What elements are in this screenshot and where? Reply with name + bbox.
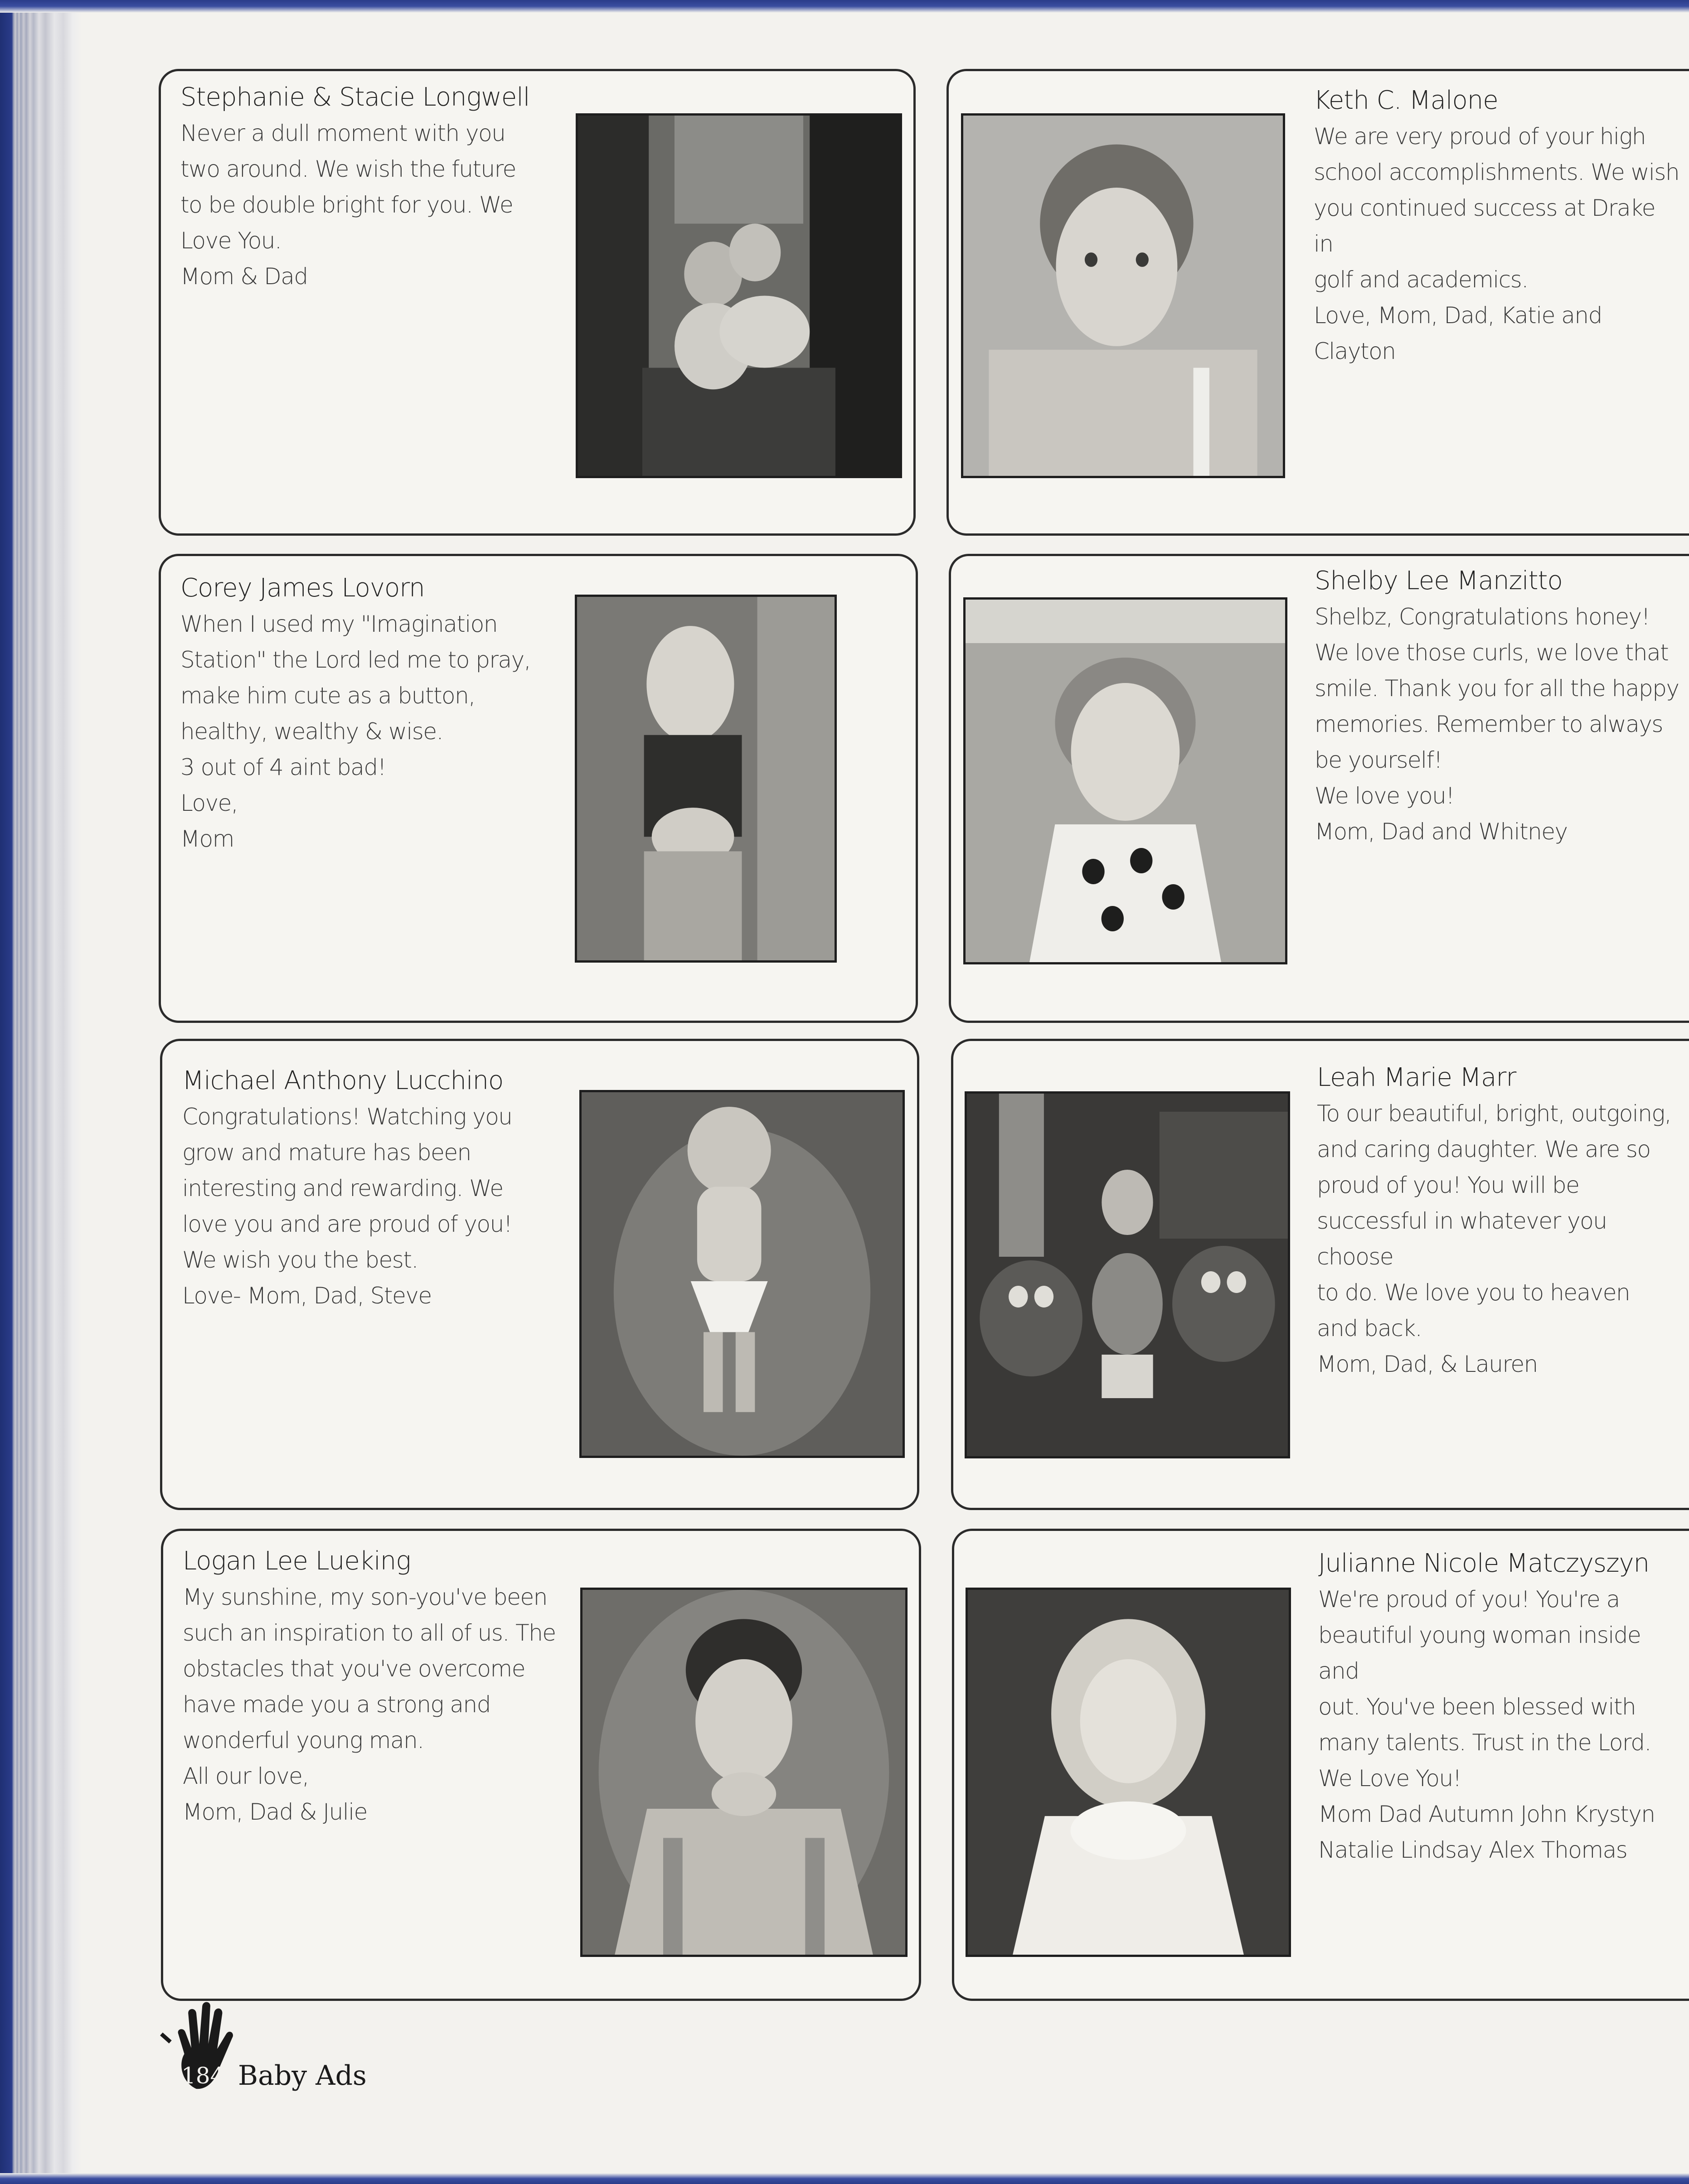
page-number: 184	[181, 2063, 225, 2089]
baby-diaper-image	[582, 1092, 903, 1456]
ad-photo-matczyszyn	[966, 1588, 1291, 1957]
ad-message: We're proud of you! You're a beautiful young woman inside and out. You've been blessed with many talents. Trust in the Lord. We Love You! Mom Dad Autumn John Krystyn Natalie Lindsay Alex Thomas	[1318, 1586, 1655, 1863]
ad-photo-lovorn	[575, 595, 837, 963]
ad-name: Michael Anthony Lucchino	[182, 1066, 504, 1095]
ad-photo-longwell	[576, 113, 902, 478]
pumpkins-costume-image	[967, 1094, 1288, 1456]
top-page-edge	[0, 0, 1689, 13]
ad-message: My sunshine, my son-you've been such an inspiration to all of us. The obstacles that you've overcome have made you a strong and wonderful young man. All our love, Mom, Dad & Julie	[183, 1584, 556, 1825]
ad-text-lucchino	[182, 1063, 554, 1314]
ad-name: Keth C. Malone	[1314, 86, 1498, 115]
ad-photo-manzitto	[963, 597, 1287, 964]
boy-portrait-image	[582, 1590, 905, 1955]
ad-name: Julianne Nicole Matczyszyn	[1318, 1549, 1650, 1578]
ad-name: Logan Lee Lueking	[183, 1546, 411, 1576]
ad-message: When I used my "Imagination Station" the Lord led me to pray, make him cute as a button, healthy, wealthy & wise. 3 out of 4 aint bad! Love, Mom	[180, 611, 531, 852]
girl-portrait-image	[968, 1590, 1289, 1955]
ad-text-matczyszyn	[1318, 1545, 1685, 1868]
ad-message: Never a dull moment with you two around. We wish the future to be double bright for you. We Love You. Mom & Dad	[180, 120, 516, 290]
ad-text-longwell	[180, 79, 552, 295]
ad-name: Leah Marie Marr	[1317, 1063, 1516, 1092]
ad-photo-marr	[965, 1091, 1290, 1458]
ad-photo-lueking	[580, 1588, 908, 1957]
ad-text-manzitto	[1315, 563, 1682, 850]
bottom-page-edge	[0, 2173, 1689, 2184]
ad-text-malone	[1314, 82, 1681, 369]
ad-message: Congratulations! Watching you grow and mature has been interesting and rewarding. We love you and are proud of you! We wish you the best. Love- Mom, Dad, Steve	[182, 1104, 512, 1309]
ad-name: Corey James Lovorn	[180, 573, 425, 603]
baby-photo-image	[578, 116, 900, 476]
ad-text-lovorn	[180, 570, 552, 857]
ad-photo-malone	[961, 113, 1285, 478]
ad-photo-lucchino	[579, 1090, 905, 1458]
ad-name: Shelby Lee Manzitto	[1315, 566, 1563, 596]
ad-name: Stephanie & Stacie Longwell	[180, 82, 530, 112]
ad-message: We are very proud of your high school accomplishments. We wish you continued success at Drake in golf and academics. Love, Mom, Dad, Katie and Clayton	[1314, 123, 1679, 364]
ad-text-lueking	[183, 1543, 559, 1830]
ad-text-marr	[1317, 1060, 1684, 1382]
book-binding	[0, 0, 82, 2184]
section-label: Baby Ads	[238, 2060, 367, 2092]
ad-message: Shelbz, Congratulations honey! We love those curls, we love that smile. Thank you for all the happy memories. Remember to always be yourself! We love you! Mom, Dad and Whitney	[1315, 604, 1679, 845]
toddler-portrait-image	[963, 116, 1283, 476]
ad-message: To our beautiful, bright, outgoing, and caring daughter. We are so proud of you! You will be successful in whatever you choose to do. We love you to heaven and back. Mom, Dad, & Lauren	[1317, 1100, 1671, 1377]
curly-hair-toddler-image	[966, 600, 1285, 962]
toddler-standing-image	[577, 597, 835, 960]
